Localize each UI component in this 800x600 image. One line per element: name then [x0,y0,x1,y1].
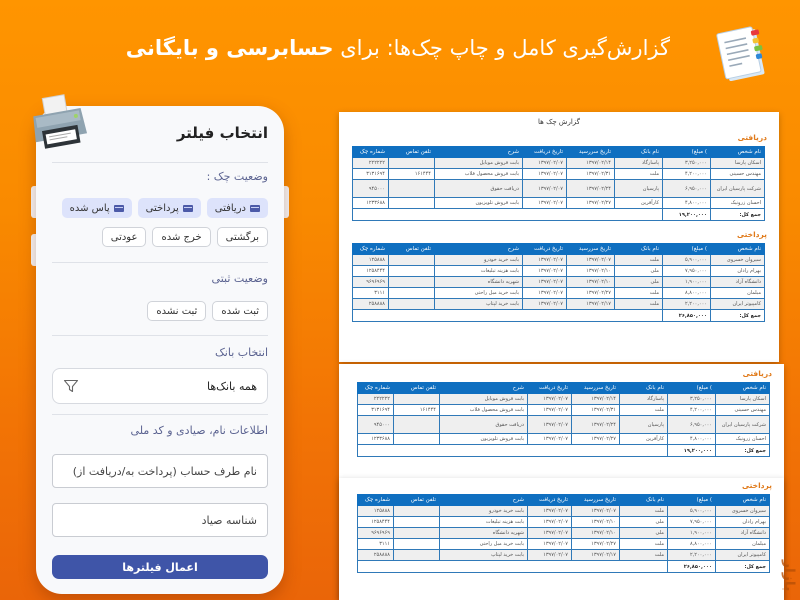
col-bank-name: نام بانک [620,383,668,394]
cell: ۱۳۹۷/۰۲/۰۷ [523,158,567,169]
cell: مهندس حسینی [711,169,765,180]
cell: ۱۳۹۷/۰۲/۰۷ [523,288,567,299]
cell: ۶,۹۵۰,۰۰۰ [663,180,711,198]
cell: کارآفرین [615,198,663,209]
cell: ۱۶۱۴۴۴ [389,169,435,180]
cell: دانشگاه آزاد [711,277,765,288]
col-amount: ) مبلغ) [663,147,711,158]
section-paid-title: پرداختی [742,481,772,490]
total-row [358,445,770,457]
cell: ۴,۲۰۰,۰۰۰ [663,169,711,180]
cell: ملی [615,266,663,277]
bank-label: انتخاب بانک [214,346,268,359]
col-amount: ) مبلغ) [663,244,711,255]
cell: ۲۵۸۸۸۸ [353,299,389,310]
cell [394,517,440,528]
col-bank-name: نام بانک [615,147,663,158]
table-row [353,255,765,266]
cell: ۶,۹۵۰,۰۰۰ [668,416,716,434]
cell: مبلمان [716,539,770,550]
col-due-date: تاریخ سررسید [572,495,620,506]
cell [394,506,440,517]
cell: ۱۳۹۷/۰۲/۰۷ [528,539,572,550]
cell: ۱۳۹۷/۰۲/۰۷ [523,266,567,277]
cell: بابت فروش موبایل [435,158,523,169]
card-icon [250,205,260,212]
report-page-3 [339,478,784,600]
cell: بابت فروش محصول فلاب [435,169,523,180]
cell [389,299,435,310]
store-watermark: بازار [781,560,797,592]
cell: ۱۳۹۷/۰۲/۰۷ [528,506,572,517]
table-row [358,506,770,517]
cell: شرکت پارسیان ایران [711,180,765,198]
cell: ۱,۹۰۰,۰۰۰ [663,277,711,288]
cell: ملت [620,506,668,517]
cell: بابت خرید خودرو [435,255,523,266]
col-receive-date: تاریخ دریافت [528,495,572,506]
cell: بابت فروش محصول فلاب [440,405,528,416]
printer-icon [25,92,93,156]
chip-bounced[interactable]: برگشتی [217,227,268,247]
section-received-title: دریافتی [742,369,772,378]
card-icon [183,205,193,212]
total-label: جمع کل: [716,445,770,457]
table-row [353,266,765,277]
total-label: جمع کل: [711,209,765,221]
cell: ملت [620,539,668,550]
cell [389,255,435,266]
cell: دریافت حقوق [435,180,523,198]
cell: کارآفرین [620,434,668,445]
cell: ۲۲۲۲۲۲ [358,394,394,405]
chip-cleared[interactable] [62,198,132,218]
panel-title: انتخاب فیلتر [176,124,268,142]
cell: شهریه دانشگاه [435,277,523,288]
table-row [353,198,765,209]
table-row [358,539,770,550]
col-phone: تلفن تماس [394,383,440,394]
cell: کامپیوتر ایران [716,550,770,561]
total-label: جمع کل: [716,561,770,573]
total-empty [353,209,663,221]
cell: بابت خرید خودرو [440,506,528,517]
table-row [353,180,765,198]
cell: بابت فروش تلویزیون [435,198,523,209]
col-due-date: تاریخ سررسید [567,244,615,255]
total-row [358,561,770,573]
cell: ملت [620,550,668,561]
col-check-number: شماره چک [358,495,394,506]
total-row [353,310,765,322]
cell: ملی [615,277,663,288]
col-description: شرح [435,244,523,255]
cell: اسکان پارسا [716,394,770,405]
col-amount: ) مبلغ) [668,383,716,394]
cell: ۱۶۱۴۴۴ [394,405,440,416]
col-due-date: تاریخ سررسید [567,147,615,158]
cell: بهرام رادان [711,266,765,277]
cell [389,158,435,169]
table-row [358,550,770,561]
cell: شرکت پارسیان ایران [716,416,770,434]
col-description: شرح [440,495,528,506]
cell: شهریه دانشگاه [440,528,528,539]
cell: ۱۳۹۷/۰۲/۳۱ [567,169,615,180]
cell: ۲,۲۰۰,۰۰۰ [663,299,711,310]
cell: ۱۳۹۷/۰۲/۰۷ [528,528,572,539]
col-person-name: نام شخص [711,147,765,158]
cell: ۳,۲۵۰,۰۰۰ [663,158,711,169]
cell [394,539,440,550]
cell: ۱۳۹۷/۰۲/۰۷ [523,180,567,198]
total-empty [353,310,663,322]
cell: ۱۳۹۷/۰۲/۰۷ [528,434,572,445]
cell: ۳۱۳۱۶۹۴ [353,169,389,180]
cell: ۱۳۹۷/۰۲/۰۷ [523,255,567,266]
headline [100,30,670,66]
chip-spent[interactable]: خرج شده [152,227,210,247]
cell: ۱۳۹۷/۰۲/۱۰ [572,528,620,539]
chip-received[interactable] [207,198,268,218]
cell: ملت [615,299,663,310]
col-bank-name: نام بانک [620,495,668,506]
total-row [353,209,765,221]
cell: ۸,۸۰۰,۰۰۰ [668,539,716,550]
cell: پاسارگاد [615,158,663,169]
table-row [353,299,765,310]
table-row [353,169,765,180]
check-status-chips-2 [102,227,268,247]
cell [394,434,440,445]
chip-label: دریافتی [214,202,246,214]
cell: ۱۳۹۷/۰۲/۲۴ [572,416,620,434]
total-value: ۱۹,۲۰۰,۰۰۰ [668,445,716,457]
cell: احسان زرونیک [716,434,770,445]
cell: بهرام رادان [716,517,770,528]
cell: ۱۲۳۳۶۸۸ [353,198,389,209]
chip-paid[interactable] [138,198,201,218]
section-paid-title: پرداختی [737,230,767,239]
cell: ۱۳۹۷/۰۲/۳۱ [572,405,620,416]
cell: کامپیوتر ایران [711,299,765,310]
cell: بابت خرید مبل راحتی [435,288,523,299]
total-empty [358,561,668,573]
apply-filters-button[interactable]: اعمال فیلترها [52,555,268,579]
total-value: ۲۶,۸۵۰,۰۰۰ [663,310,711,322]
cell: مبلمان [711,288,765,299]
received-table [352,146,765,221]
card-icon [114,205,124,212]
cell: ۱۳۹۷/۰۲/۰۷ [572,506,620,517]
bank-selected-value: همه بانک‌ها [206,379,257,393]
notebook-with-tabs-icon [712,22,774,84]
cell: سیروان خسروی [716,506,770,517]
registration-status-label: وضعیت ثبتی [211,272,268,285]
total-label: جمع کل: [711,310,765,322]
check-status-label: وضعیت چک : [206,170,268,183]
col-bank-name: نام بانک [615,244,663,255]
cell [394,528,440,539]
account-party-input[interactable]: نام طرف حساب (پرداخت به/دریافت از) [52,454,268,488]
col-receive-date: تاریخ دریافت [523,147,567,158]
cell: ۱۳۹۷/۰۲/۱۰ [567,277,615,288]
cell: ۷,۹۵۰,۰۰۰ [663,266,711,277]
cell [389,288,435,299]
cell: ۱۲۵۸۸۸ [353,255,389,266]
cell: دانشگاه آزاد [716,528,770,539]
col-amount: ) مبلغ) [668,495,716,506]
cell: ۱۳۹۷/۰۲/۰۷ [567,255,615,266]
chip-unregistered[interactable]: ثبت نشده [147,301,206,321]
cell: مهندس حسینی [716,405,770,416]
cell: ۴,۲۰۰,۰۰۰ [668,405,716,416]
table-row [358,405,770,416]
cell: ۱۳۹۷/۰۲/۲۷ [567,288,615,299]
table-row [358,528,770,539]
col-description: شرح [435,147,523,158]
cell: ۱۲۵۸۴۴۴ [353,266,389,277]
cell: بابت هزینه تبلیغات [440,517,528,528]
total-value: ۲۶,۸۵۰,۰۰۰ [668,561,716,573]
cell: ۱۳۹۷/۰۲/۰۷ [528,550,572,561]
chip-label: پاس شده [69,202,110,214]
paid-table-2 [357,494,770,573]
cell [394,550,440,561]
table-row [358,434,770,445]
cell [389,198,435,209]
cell: ۴,۸۰۰,۰۰۰ [668,434,716,445]
filter-funnel-icon [63,378,79,394]
table-row [358,394,770,405]
cell: ۱۳۹۷/۰۲/۰۷ [528,517,572,528]
cell: ۱۳۹۷/۰۲/۲۷ [567,198,615,209]
col-check-number: شماره چک [353,244,389,255]
cell: ملی [620,528,668,539]
cell: ۱۳۹۷/۰۲/۰۷ [528,416,572,434]
cell: ۱۳۹۷/۰۲/۱۰ [567,266,615,277]
col-due-date: تاریخ سررسید [572,383,620,394]
cell: ۹۴۵۰۰۰ [353,180,389,198]
cell: ۱۳۹۷/۰۲/۱۴ [572,394,620,405]
col-phone: تلفن تماس [394,495,440,506]
table-row [353,277,765,288]
cell: ۱۳۹۷/۰۲/۰۷ [528,394,572,405]
received-table-2 [357,382,770,457]
cell [389,180,435,198]
filter-panel [36,106,284,594]
cell: اسکان پارسا [711,158,765,169]
cell: پارسیان [615,180,663,198]
cell [389,277,435,288]
cell: ۲,۲۰۰,۰۰۰ [668,550,716,561]
col-person-name: نام شخص [711,244,765,255]
cell: ۱۳۹۷/۰۲/۰۷ [528,405,572,416]
cell [394,394,440,405]
cell: ۳,۲۵۰,۰۰۰ [668,394,716,405]
col-description: شرح [440,383,528,394]
check-status-chips [62,198,268,218]
section-received-title: دریافتی [737,133,767,142]
cell: ۱۲۵۸۴۴۴ [358,517,394,528]
table-row [358,517,770,528]
chip-registered[interactable]: ثبت شده [212,301,268,321]
cell: بابت هزینه تبلیغات [435,266,523,277]
cell: ۱۲۳۳۶۸۸ [358,434,394,445]
col-check-number: شماره چک [358,383,394,394]
registration-chips [147,301,268,321]
col-phone: تلفن تماس [389,244,435,255]
cell: سیروان خسروی [711,255,765,266]
cell: ۱۳۹۷/۰۲/۲۴ [567,180,615,198]
cell: ۷,۹۵۰,۰۰۰ [668,517,716,528]
bank-select[interactable] [52,368,268,404]
sayad-id-input[interactable]: شناسه صیاد [52,503,268,537]
cell: ۱۳۹۷/۰۲/۰۷ [523,299,567,310]
col-receive-date: تاریخ دریافت [523,244,567,255]
table-row [358,416,770,434]
cell: ۹۶۹۶۹۶۹ [353,277,389,288]
divider [52,335,268,336]
cell: ملت [615,288,663,299]
cell: پاسارگاد [620,394,668,405]
cell: ملت [615,255,663,266]
chip-returned[interactable]: عودتی [102,227,147,247]
cell: ۱۲۵۸۸۸ [358,506,394,517]
cell: پارسیان [620,416,668,434]
cell: ۴,۸۰۰,۰۰۰ [663,198,711,209]
col-person-name: نام شخص [716,495,770,506]
divider [52,262,268,263]
table-row [353,288,765,299]
headline-bold: حسابرسی و بایگانی [125,36,334,60]
cell: ۱۳۹۷/۰۲/۰۷ [523,198,567,209]
cell: دریافت حقوق [440,416,528,434]
cell: ۱۳۹۷/۰۲/۱۷ [572,550,620,561]
cell: ۱,۹۰۰,۰۰۰ [668,528,716,539]
cell: بابت خرید لپتاپ [440,550,528,561]
report-title: گزارش چک ها [538,118,580,126]
cell: ۹۶۹۶۹۶۹ [358,528,394,539]
cell: ۱۳۹۷/۰۲/۱۰ [572,517,620,528]
identity-label: اطلاعات نام، صیادی و کد ملی [130,424,268,437]
cell: ۳۱۱۱ [358,539,394,550]
cell: ۳۱۳۱۶۹۴ [358,405,394,416]
table-row [353,158,765,169]
cell: ۳۱۱۱ [353,288,389,299]
cell: احسان زرونیک [711,198,765,209]
cell: ملی [620,517,668,528]
cell: ۱۳۹۷/۰۲/۰۷ [523,169,567,180]
cell: بابت خرید مبل راحتی [440,539,528,550]
cell: ۸,۸۰۰,۰۰۰ [663,288,711,299]
headline-regular: گزارش‌گیری کامل و چاپ چک‌ها: برای [333,36,670,60]
total-value: ۱۹,۲۰۰,۰۰۰ [663,209,711,221]
cell [389,266,435,277]
chip-label: پرداختی [145,202,179,214]
cell: ۱۳۹۷/۰۲/۲۷ [572,539,620,550]
total-empty [358,445,668,457]
cell: ۲۵۸۸۸۸ [358,550,394,561]
cell: ۱۳۹۷/۰۲/۰۷ [523,277,567,288]
cell: ۱۳۹۷/۰۲/۱۷ [567,299,615,310]
col-phone: تلفن تماس [389,147,435,158]
col-receive-date: تاریخ دریافت [528,383,572,394]
cell: بابت فروش تلویزیون [440,434,528,445]
cell: ۱۳۹۷/۰۲/۲۷ [572,434,620,445]
cell: ۱۳۹۷/۰۲/۱۴ [567,158,615,169]
cell: ۵,۹۰۰,۰۰۰ [668,506,716,517]
cell: بابت خرید لپتاپ [435,299,523,310]
cell: ۲۲۲۲۲۲ [353,158,389,169]
cell [394,416,440,434]
cell: بابت فروش موبایل [440,394,528,405]
cell: ۵,۹۰۰,۰۰۰ [663,255,711,266]
col-person-name: نام شخص [716,383,770,394]
cell: ملت [615,169,663,180]
report-page-1 [339,112,779,362]
divider [52,414,268,415]
paid-table [352,243,765,322]
divider [52,162,268,163]
cell: ملت [620,405,668,416]
cell: ۹۴۵۰۰۰ [358,416,394,434]
col-check-number: شماره چک [353,147,389,158]
